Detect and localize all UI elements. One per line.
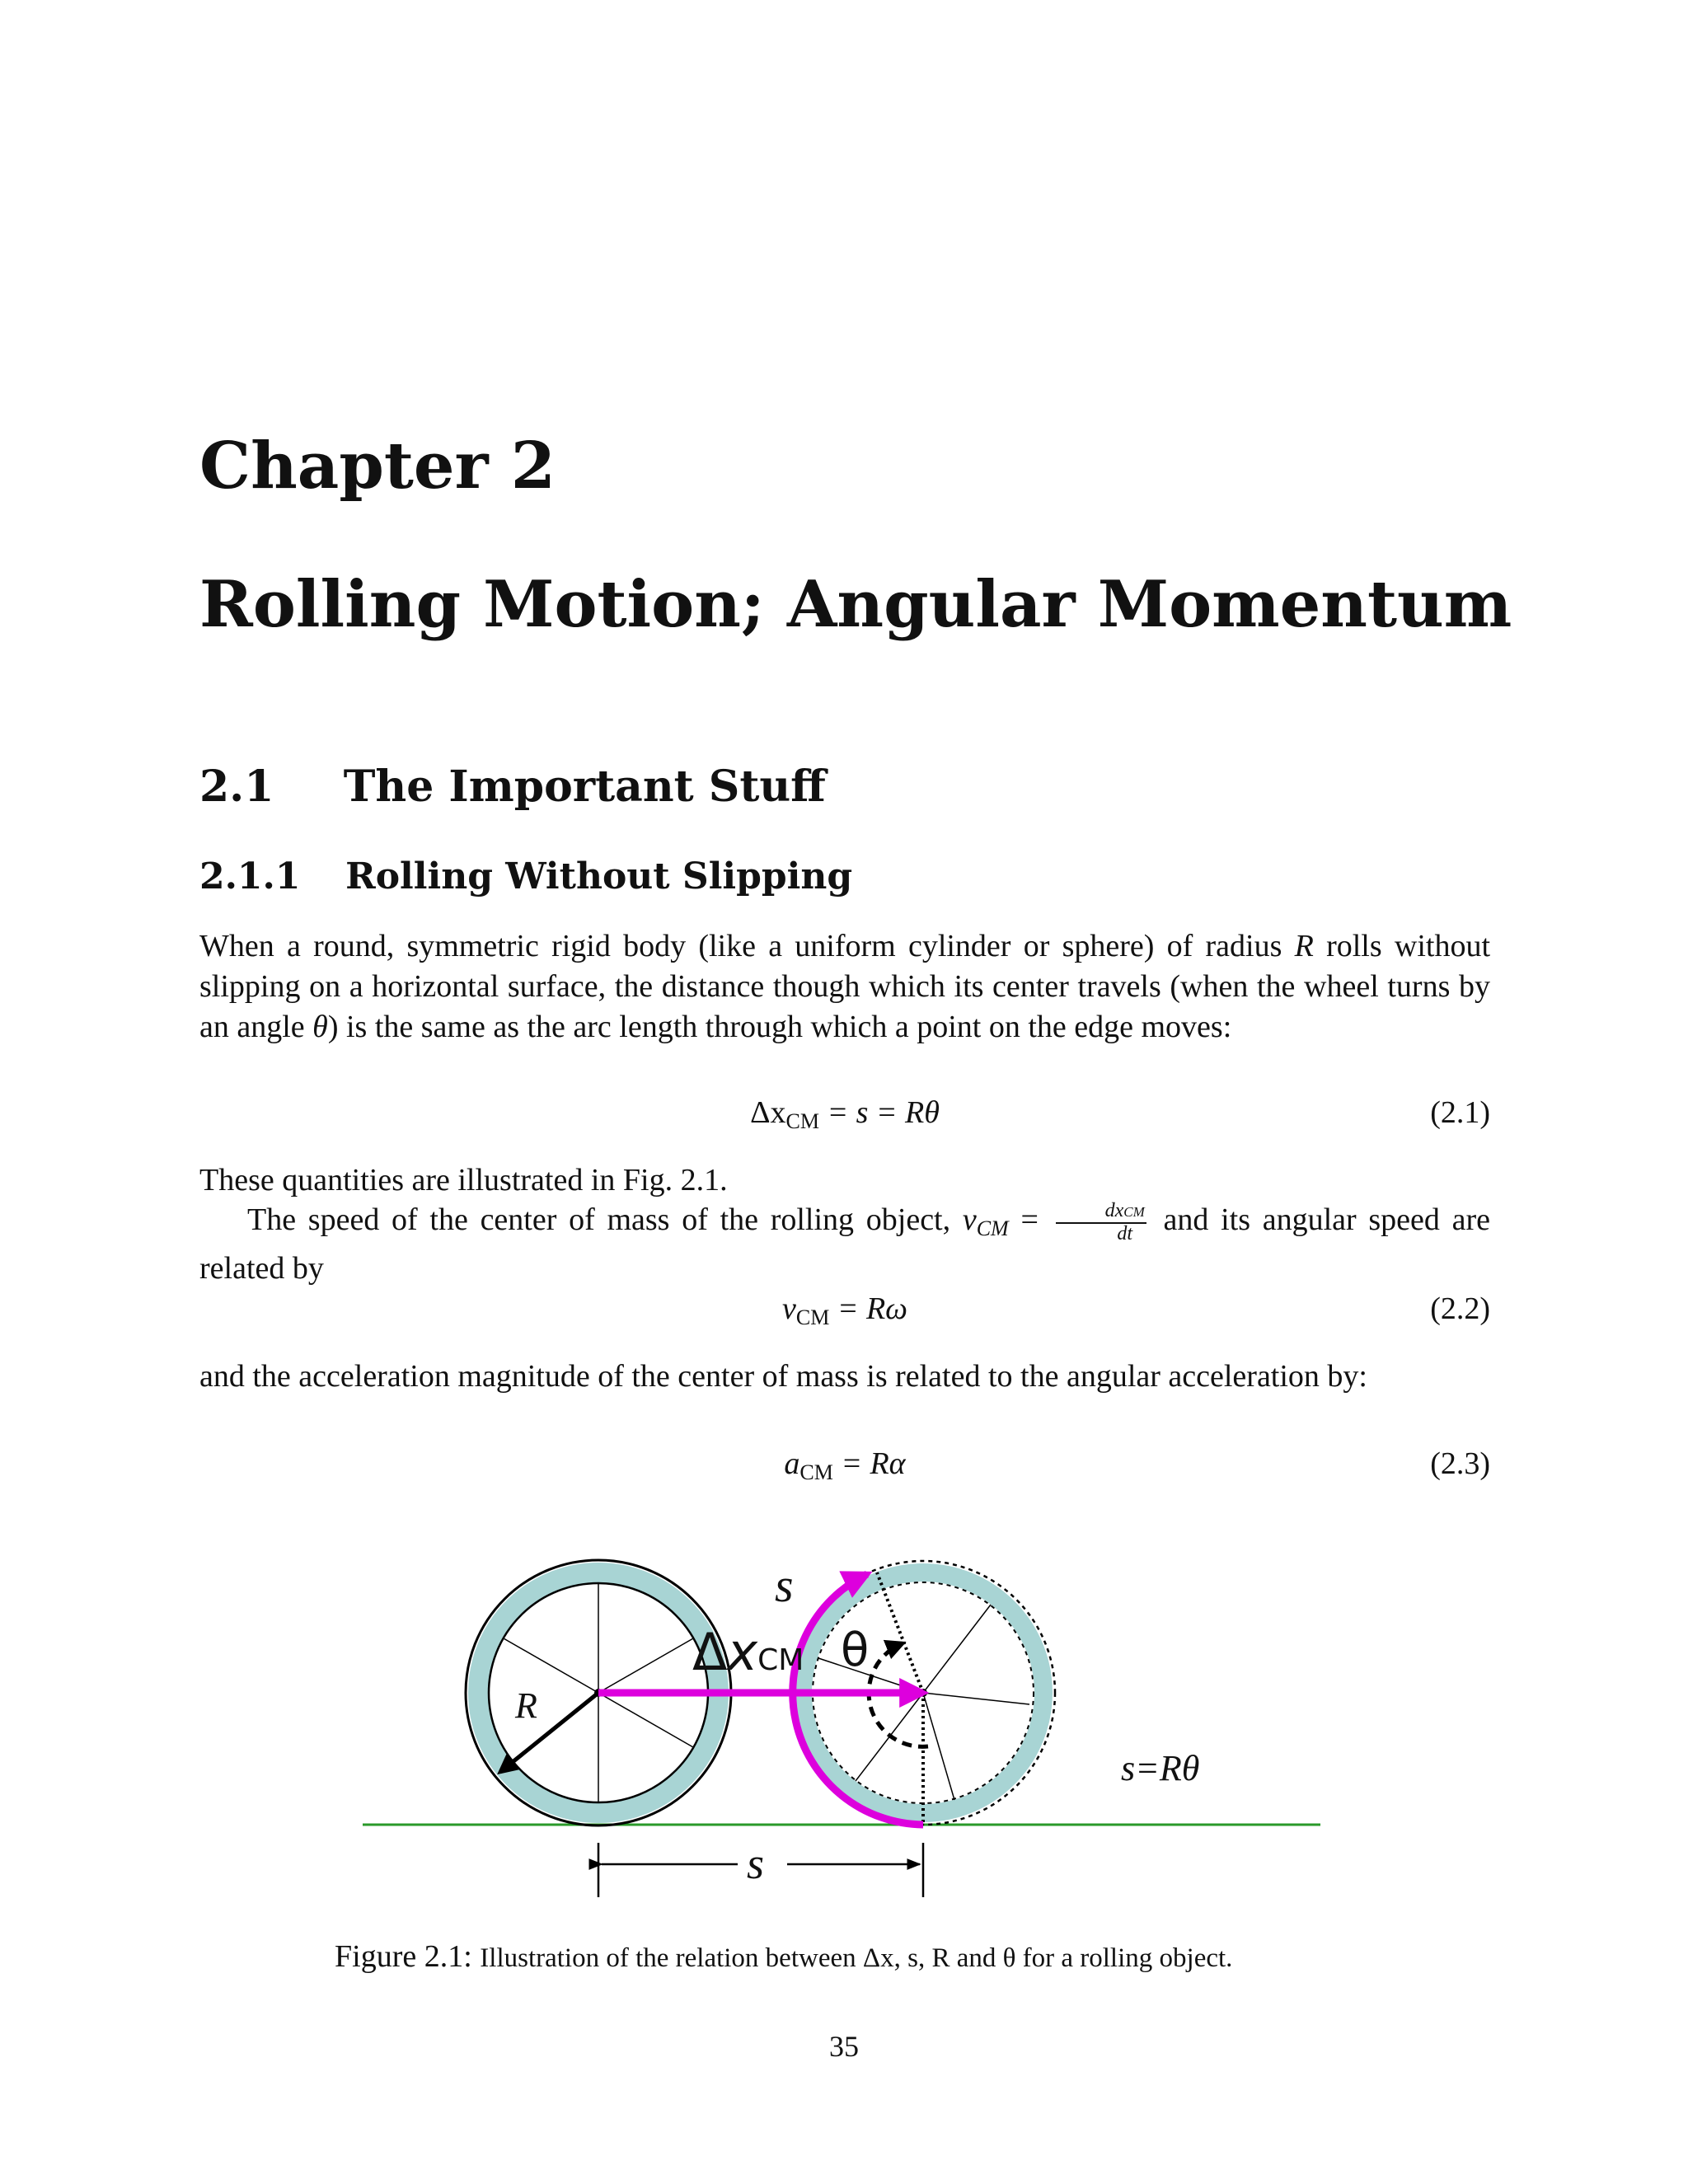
fraction-dxcm-dt: $\frac{\text{dxCM}}{dt}$ (1056, 1201, 1146, 1244)
label-radius: R (515, 1685, 537, 1726)
page-number: 35 (829, 2030, 859, 2063)
equation-2-1: $\Delta x_{CM} = s = R\theta$ (2.1) (750, 1095, 1490, 1133)
label-s-top: s (775, 1558, 794, 1612)
equation-2-2: $v_{CM} = R\omega$ (2.2) (781, 1291, 1490, 1329)
paragraph-intro: When a round, symmetric rigid body (like a uniform cylinder or sphere) of radius R rolls without slipping on a horizontal surface, the distance though which its center travels (when the wheel turns by an angle θ) is the same as the arc length through which a point on the edge moves: (199, 929, 1490, 1044)
label-s-equals-r-theta: s=Rθ (1121, 1748, 1200, 1788)
paragraph-acceleration: and the acceleration magnitude of the center of mass is related to the angular acceleration by: (199, 1359, 1367, 1394)
paragraph-illustrated: These quantities are illustrated in Fig. 2.1. (199, 1163, 728, 1197)
figure-caption (335, 1938, 1232, 1975)
equation-number: (2.2) (1430, 1291, 1490, 1326)
label-delta-x-cm: ΔxCM (692, 1622, 804, 1682)
figure-caption-label: Figure 2.1: (335, 1939, 472, 1974)
section-title: The Important Stuff (343, 762, 826, 812)
equation-2-3: $a_{CM} = R\alpha$ (2.3) (784, 1446, 1490, 1484)
label-s-bottom: s (747, 1839, 765, 1888)
paragraph-speed: The speed of the center of mass of the rolling object, $v_{CM}$ = $\frac{\text{dxCM}}{dt}$ and its angular speed are related by (199, 1200, 1490, 1286)
subsection-title: Rolling Without Slipping (345, 855, 853, 898)
equation-number: (2.3) (1430, 1446, 1490, 1481)
label-theta: θ (841, 1624, 870, 1677)
equation-number: (2.1) (1430, 1095, 1490, 1130)
subsection-number: 2.1.1 (199, 855, 301, 898)
chapter-label: Chapter 2 (199, 429, 556, 504)
figure-caption-text: Illustration of the relation between Δx, s, R and θ for a rolling object. (480, 1943, 1233, 1973)
chapter-title: Rolling Motion; Angular Momentum (199, 567, 1512, 642)
section-number: 2.1 (199, 762, 274, 812)
